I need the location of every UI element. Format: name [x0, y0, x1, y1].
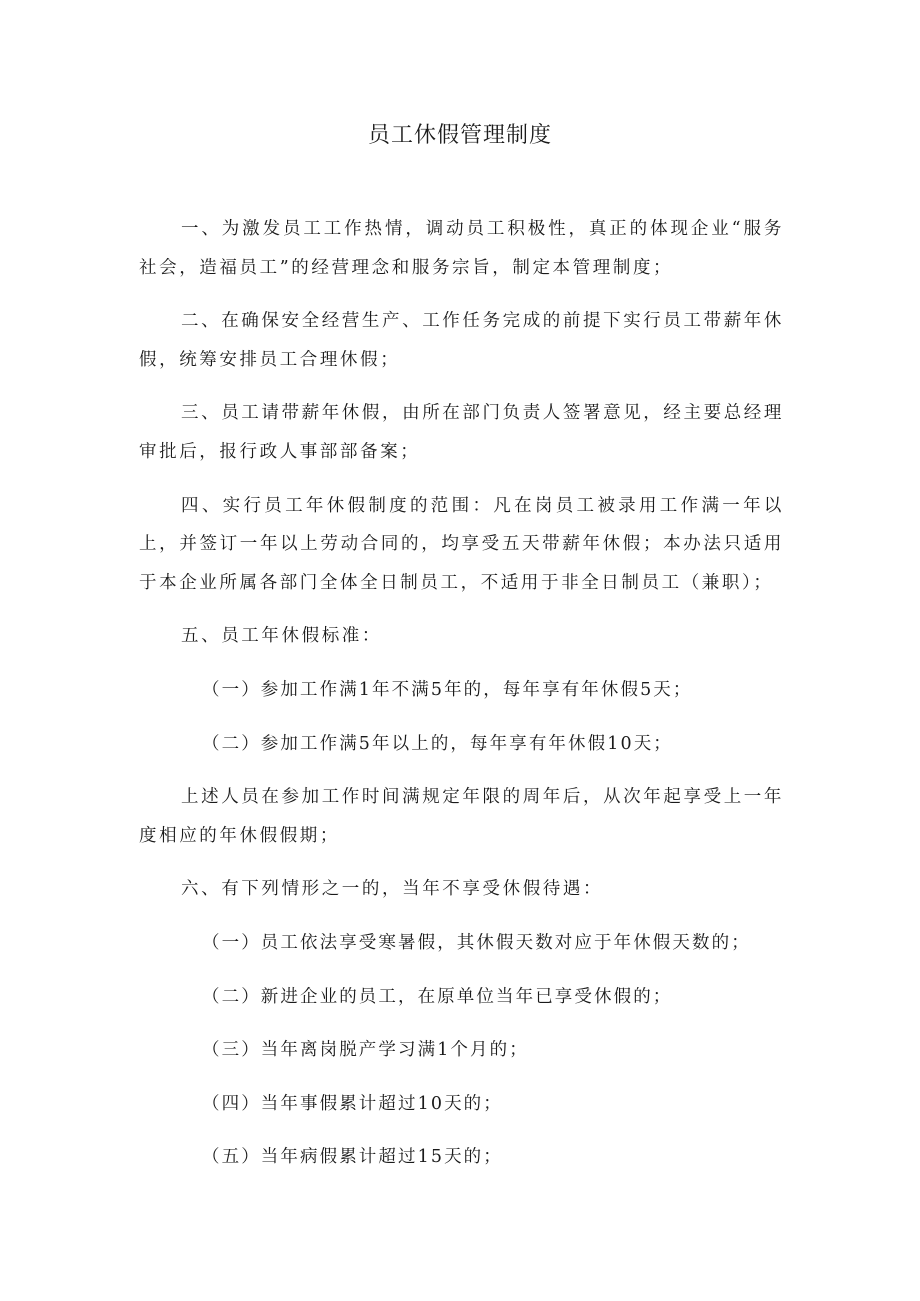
paragraph-6: 六、有下列情形之一的，当年不享受休假待遇：	[181, 879, 604, 900]
paragraph-6-item-4: （四）当年事假累计超过10天的；	[202, 1093, 503, 1114]
paragraph-5-note: 上述人员在参加工作时间满规定年限的周年后，从次年起享受上一年度相应的年休假假期；	[139, 787, 784, 846]
paragraph-3: 三、员工请带薪年休假，由所在部门负责人签署意见，经主要总经理审批后，报行政人事部部备案；	[139, 403, 784, 462]
paragraph-4: 四、实行员工年休假制度的范围：凡在岗员工被录用工作满一年以上，并签订一年以上劳动合同的，均享受五天带薪年休假；本办法只适用于本企业所属各部门全体全日制员工，不适用于非全日制员工（兼职）；	[139, 495, 784, 593]
paragraph-6-item-5: （五）当年病假累计超过15天的；	[202, 1147, 503, 1168]
paragraph-2: 二、在确保安全经营生产、工作任务完成的前提下实行员工带薪年休假，统筹安排员工合理休假；	[139, 311, 784, 370]
paragraph-1: 一、为激发员工工作热情，调动员工积极性，真正的体现企业“服务社会，造福员工”的经营理念和服务宗旨，制定本管理制度；	[139, 219, 784, 278]
paragraph-6-item-1: （一）员工依法享受寒暑假，其休假天数对应于年休假天数的；	[202, 932, 751, 953]
paragraph-5-item-1: （一）参加工作满1年不满5年的，每年享有年休假5天；	[202, 679, 693, 700]
paragraph-6-item-3: （三）当年离岗脱产学习满1个月的；	[202, 1040, 529, 1061]
document-body	[139, 210, 784, 1192]
paragraph-6-item-2: （二）新进企业的员工，在原单位当年已享受休假的；	[202, 986, 673, 1007]
document-title: 员工休假管理制度	[367, 123, 552, 148]
paragraph-5-item-2: （二）参加工作满5年以上的，每年享有年休假10天；	[202, 733, 673, 754]
paragraph-5: 五、员工年休假标准：	[181, 626, 382, 647]
